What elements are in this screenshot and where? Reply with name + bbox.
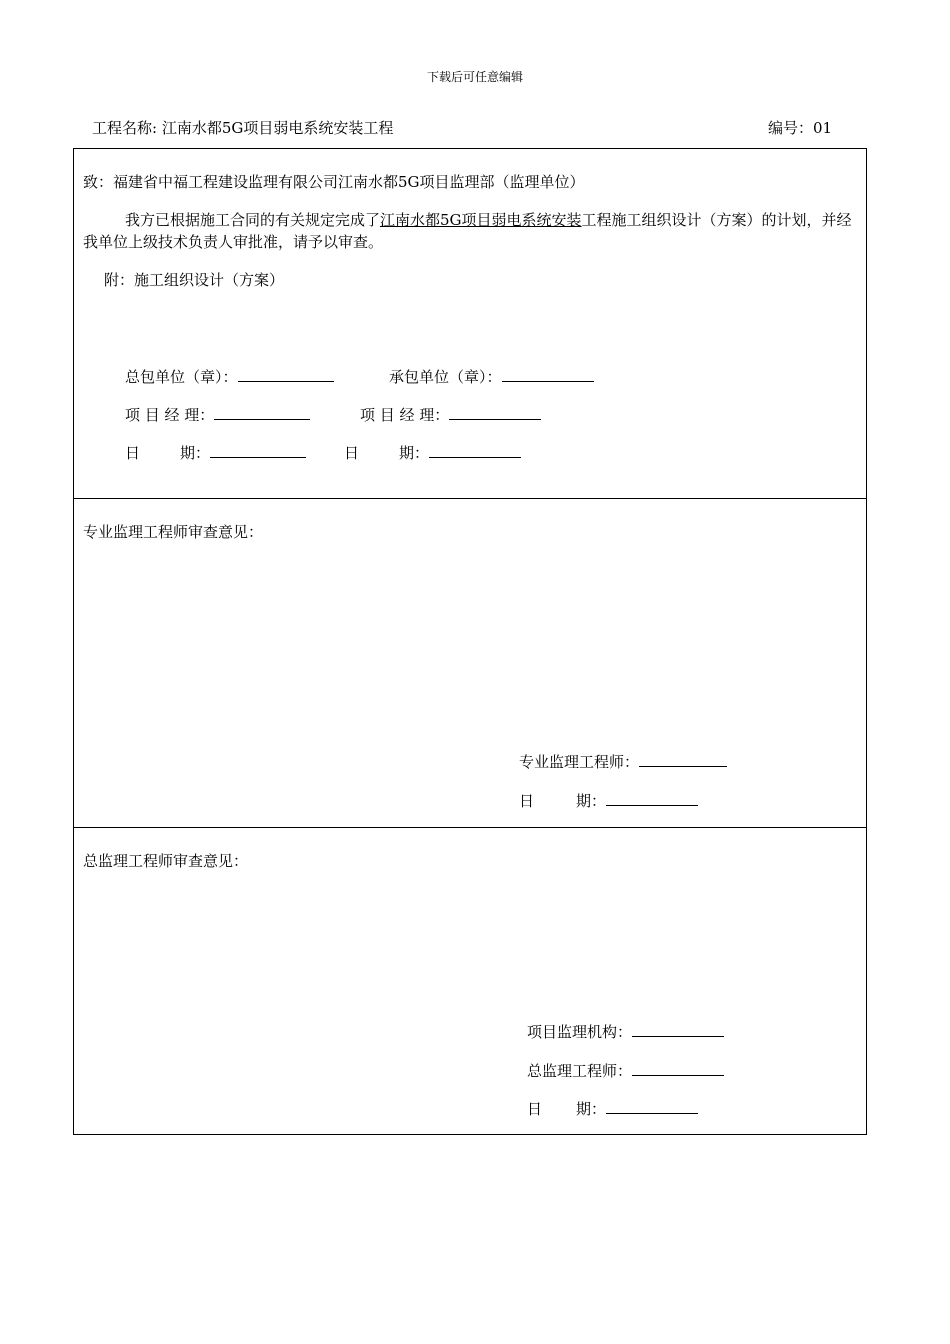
document-number-label: 编号： <box>768 119 814 137</box>
header-note: 下载后可任意编辑 <box>426 70 523 84</box>
project-manager-left-line[interactable] <box>214 405 310 420</box>
supervising-engineer-line[interactable] <box>639 752 727 767</box>
project-name-label: 工程名称: <box>92 119 162 137</box>
date-right-line[interactable] <box>429 443 521 458</box>
subcontractor-seal <box>389 366 594 387</box>
chief-engineer-opinion-title: 总监理工程师审查意见： <box>83 852 249 870</box>
project-manager-right-line[interactable] <box>449 405 541 420</box>
date-right-label-a: 日 <box>344 444 360 462</box>
project-manager-left <box>125 404 310 425</box>
date-left-label-a: 日 <box>125 444 141 462</box>
addressee-line: 致：福建省中福工程建设监理有限公司江南水都5G项目监理部（监理单位） <box>83 173 585 191</box>
date-left <box>125 442 306 463</box>
chief-engineer-sign <box>527 1060 724 1081</box>
chief-engineer-label: 总监理工程师： <box>527 1062 633 1080</box>
general-contractor-label: 总包单位（章）： <box>125 368 238 386</box>
paragraph-underlined-project: 江南水都5G项目弱电系统安装 <box>380 211 582 229</box>
document-number-value: 01 <box>813 119 833 137</box>
date-left-label-b: 期： <box>180 444 211 462</box>
supervising-engineer-sign <box>519 751 727 772</box>
subcontractor-label: 承包单位（章）： <box>389 368 502 386</box>
supervising-date-label-a: 日 <box>519 792 535 810</box>
project-manager-right-label: 项 目 经 理： <box>360 406 450 424</box>
chief-engineer-date <box>527 1098 698 1119</box>
date-left-line[interactable] <box>210 443 306 458</box>
supervising-date-label-b: 期： <box>576 792 607 810</box>
supervision-org-label: 项目监理机构： <box>527 1023 633 1041</box>
supervising-date-line[interactable] <box>606 791 698 806</box>
chief-date-label-a: 日 <box>527 1100 543 1118</box>
project-manager-left-label: 项 目 经 理： <box>125 406 215 424</box>
document-number <box>768 117 832 138</box>
supervision-org-line[interactable] <box>632 1022 724 1037</box>
supervising-engineer-opinion-title: 专业监理工程师审查意见： <box>83 523 264 541</box>
chief-date-line[interactable] <box>606 1099 698 1114</box>
attachment-line: 附：施工组织设计（方案） <box>104 271 285 289</box>
paragraph-text-before: 我方已根据施工合同的有关规定完成了 <box>125 211 381 229</box>
paragraph-text-after: 工程施工组织设计（方案）的计划，并经我单位上级技术负责人审批准，请予以审查。 <box>83 211 852 251</box>
chief-engineer-line[interactable] <box>632 1061 724 1076</box>
supervision-org-sign <box>527 1021 724 1042</box>
chief-engineer-section <box>74 828 866 1134</box>
project-name-line <box>92 117 393 138</box>
general-contractor-signature-line[interactable] <box>238 367 334 382</box>
approval-form <box>73 148 867 1135</box>
date-right-label-b: 期： <box>399 444 430 462</box>
subcontractor-signature-line[interactable] <box>502 367 594 382</box>
general-contractor-seal <box>125 366 334 387</box>
chief-date-label-b: 期： <box>576 1100 607 1118</box>
supervising-engineer-label: 专业监理工程师： <box>519 753 640 771</box>
project-name-value: 江南水都5G项目弱电系统安装工程 <box>161 119 394 137</box>
supervising-engineer-date <box>519 790 698 811</box>
supervising-engineer-section <box>74 499 866 828</box>
project-manager-right <box>360 404 541 425</box>
submission-paragraph <box>83 209 861 253</box>
contractor-section <box>74 149 866 499</box>
date-right <box>344 442 521 463</box>
